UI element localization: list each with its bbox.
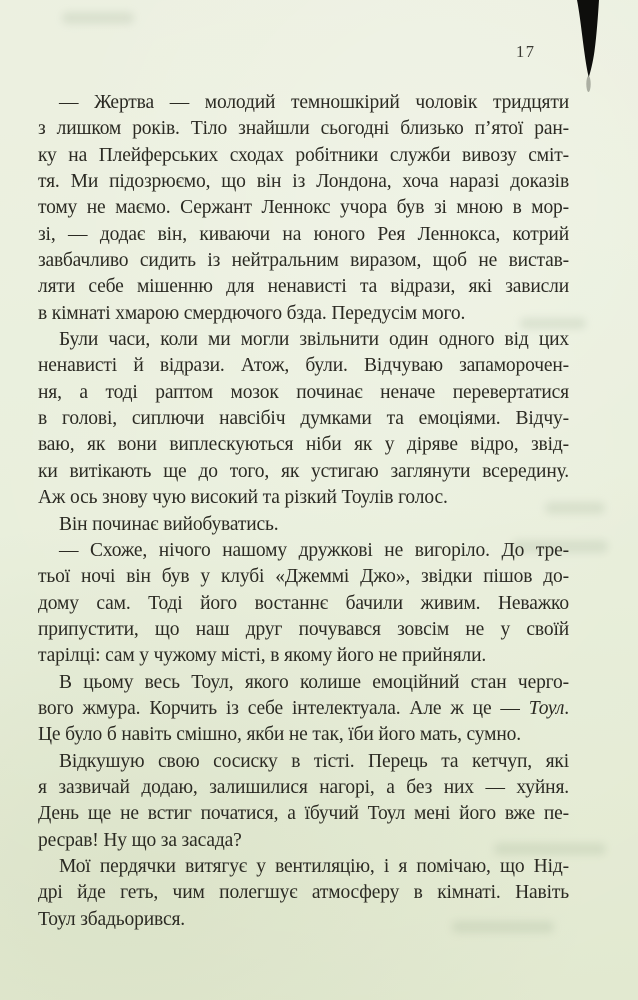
text-line: Відкушую свою сосиску в тісті. Перець та кетчуп, які — [59, 750, 569, 772]
show-through-smudge — [62, 12, 134, 24]
text-line: тьої ночі він був у клубі «Джеммі Джо», звідки пішов до- — [38, 566, 569, 588]
text-line: дому сам. Тоді його востаннє бачили живим. Неважко — [38, 592, 569, 614]
paragraph — [38, 749, 569, 854]
text-line: тарілці: сам у чужому місті, в якому його не прийняли. — [38, 645, 487, 667]
text-line: День ще не встиг початися, а їбучий Тоул мені його вже пе- — [38, 803, 569, 825]
text-line: дрі йде геть, чим полегшує атмосферу в кімнаті. Навіть — [38, 882, 569, 904]
text-line: припустити, що наш друг почувався зовсім не у своїй — [38, 618, 569, 640]
paragraph — [38, 327, 569, 511]
text-line: ляти себе мішенню для ненависті та відрази, які зависли — [38, 276, 569, 298]
text-line: ваю, як вони виплескуються ніби як у діряве відро, звід- — [38, 434, 569, 456]
text-line: в голові, сиплючи навсібіч думками та емоціями. Відчу- — [38, 408, 569, 430]
text-line: в кімнаті хмарою смердючого бзда. Передусім мого. — [38, 302, 466, 324]
text-line — [38, 696, 569, 722]
text-segment: вого жмура. Корчить із себе інтелектуала. Але ж це — — [38, 697, 529, 719]
text-line: Мої пердячки витягує у вентиляцію, і я помічаю, що Нід- — [59, 855, 569, 877]
ink-mark — [570, 0, 610, 110]
text-line: з лишком років. Тіло знайшли сьогодні близько п’ятої ран- — [38, 118, 569, 140]
paragraph — [38, 670, 569, 749]
text-block — [38, 90, 569, 933]
text-line: завбачливо сидить із нейтральним виразом, щоб не вистав- — [38, 250, 569, 272]
page-number: 17 — [516, 42, 536, 61]
text-line: Він починає вийобуватись. — [59, 513, 279, 535]
paragraph — [38, 538, 569, 670]
text-line: Це було б навіть смішно, якби не так, їби його мать, сумно. — [38, 724, 521, 746]
text-line: — Жертва — молодий темношкірий чоловік тридцяти — [59, 92, 569, 113]
text-segment: . — [564, 697, 569, 719]
text-line: Тоул збадьорився. — [38, 908, 186, 930]
paragraph — [38, 90, 569, 327]
text-line: Були часи, коли ми могли звільнити один одного від цих — [59, 329, 569, 351]
text-line: тому не маємо. Сержант Леннокс учора був зі мною в мор- — [38, 197, 569, 219]
text-line: тя. Ми підозрюємо, що він із Лондона, хоча наразі доказів — [38, 171, 569, 193]
text-line: ня, а тоді раптом мозок починає неначе перевертатися — [38, 381, 569, 403]
text-line: Аж ось знову чую високий та різкий Тоулів голос. — [38, 487, 448, 509]
text-line: ки витікають ще до того, як устигаю заглянути всередину. — [38, 460, 569, 482]
paragraph — [38, 854, 569, 933]
text-line: ненависті й відрази. Атож, були. Відчуваю запаморочен- — [38, 355, 569, 377]
italic-text: Тоул — [528, 697, 565, 719]
text-line: ресрав! Ну що за засада? — [38, 829, 242, 851]
text-line: — Схоже, нічого нашому дружкові не вигоріло. До тре- — [59, 539, 569, 561]
paragraph — [38, 512, 569, 538]
text-line: зі, — додає він, киваючи на юного Рея Леннокса, котрий — [38, 223, 569, 245]
text-line: ку на Плейферських сходах робітники служби вивозу сміт- — [38, 144, 569, 166]
text-line: я зазвичай додаю, залишилися нагорі, а без них — хуйня. — [38, 776, 569, 798]
text-line: В цьому весь Тоул, якого колише емоційний стан черго- — [59, 671, 569, 693]
